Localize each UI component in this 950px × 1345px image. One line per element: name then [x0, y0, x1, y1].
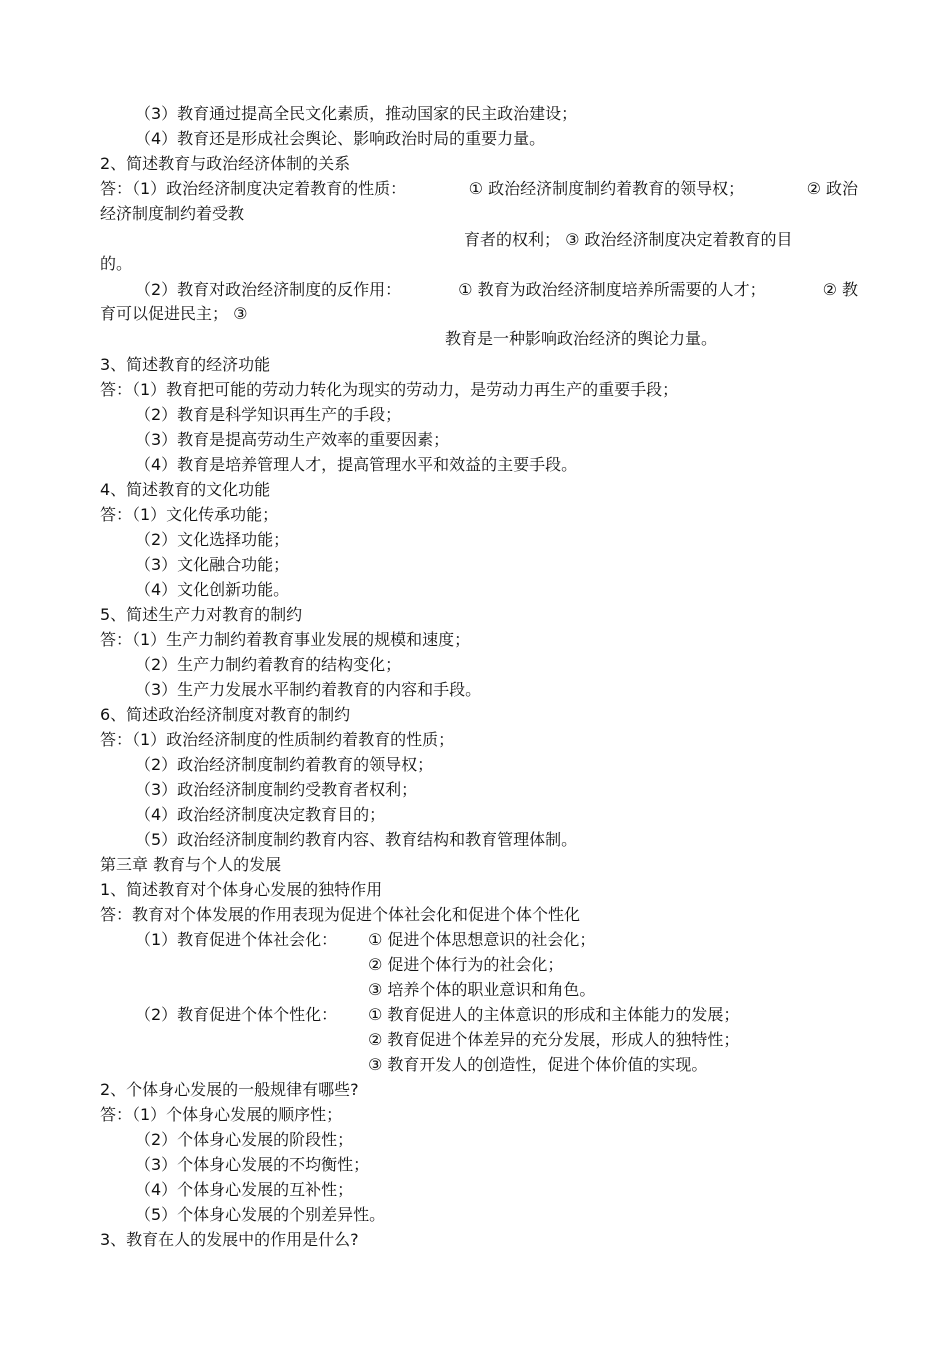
answer-segment: ② 教 — [822, 280, 858, 299]
question-title: 3、教育在人的发展中的作用是什么? — [100, 1230, 359, 1249]
question-title: 5、简述生产力对教育的制约 — [100, 605, 303, 624]
answer-line: （3）政治经济制度制约受教育者权利； — [135, 780, 418, 799]
answer-segment: 答：（1）政治经济制度决定着教育的性质： — [100, 179, 407, 198]
answer-line: （3）个体身心发展的不均衡性； — [135, 1155, 370, 1174]
question-title: 4、简述教育的文化功能 — [100, 480, 271, 499]
answer-line: 答：教育对个体发展的作用表现为促进个体社会化和促进个体个性化 — [100, 905, 581, 924]
answer-line: （5）政治经济制度制约教育内容、教育结构和教育管理体制。 — [135, 830, 578, 849]
answer-line: （3）教育是提高劳动生产效率的重要因素； — [135, 430, 450, 449]
answer-segment: ① 政治经济制度制约着教育的领导权； — [468, 179, 745, 198]
answer-line: 经济制度制约着受教 — [100, 204, 245, 223]
answer-line: （2）生产力制约着教育的结构变化； — [135, 655, 402, 674]
subsection-label: （2）教育促进个体个性化： — [135, 1005, 338, 1024]
answer-line: ① 教育促进人的主体意识的形成和主体能力的发展； — [368, 1005, 740, 1024]
answer-segment: ① 教育为政治经济制度培养所需要的人才； — [458, 280, 766, 299]
answer-line: （4）文化创新功能。 — [135, 580, 290, 599]
answer-line: （2）政治经济制度制约着教育的领导权； — [135, 755, 434, 774]
answer-line: 的。 — [100, 254, 133, 273]
answer-line: 答：（1）生产力制约着教育事业发展的规模和速度； — [100, 630, 471, 649]
answer-line: （4）教育还是形成社会舆论、影响政治时局的重要力量。 — [135, 129, 546, 148]
answer-segment: ② 政治 — [806, 179, 858, 198]
answer-line: 育可以促进民主； ③ — [100, 304, 248, 323]
answer-line-justified — [135, 280, 858, 300]
answer-line: （3）文化融合功能； — [135, 555, 290, 574]
answer-line: （4）教育是培养管理人才，提高管理水平和效益的主要手段。 — [135, 455, 578, 474]
answer-line: 答：（1）政治经济制度的性质制约着教育的性质； — [100, 730, 455, 749]
answer-segment: （2）教育对政治经济制度的反作用： — [135, 280, 402, 299]
answer-line: 答：（1）个体身心发展的顺序性； — [100, 1105, 343, 1124]
question-title: 1、简述教育对个体身心发展的独特作用 — [100, 880, 383, 899]
answer-line: ② 促进个体行为的社会化； — [368, 955, 564, 974]
answer-line: ① 促进个体思想意识的社会化； — [368, 930, 596, 949]
answer-line: 答：（1）文化传承功能； — [100, 505, 279, 524]
answer-line: ③ 教育开发人的创造性，促进个体价值的实现。 — [368, 1055, 708, 1074]
answer-line: （2）个体身心发展的阶段性； — [135, 1130, 354, 1149]
answer-line: （5）个体身心发展的个别差异性。 — [135, 1205, 386, 1224]
answer-line: （2）文化选择功能； — [135, 530, 290, 549]
answer-line-justified — [100, 179, 858, 199]
question-title: 3、简述教育的经济功能 — [100, 355, 271, 374]
answer-line: ③ 培养个体的职业意识和角色。 — [368, 980, 596, 999]
question-title: 2、简述教育与政治经济体制的关系 — [100, 154, 351, 173]
answer-line: （3）教育通过提高全民文化素质，推动国家的民主政治建设； — [135, 104, 578, 123]
question-title: 2、个体身心发展的一般规律有哪些? — [100, 1080, 359, 1099]
subsection-label: （1）教育促进个体社会化： — [135, 930, 338, 949]
answer-line: （2）教育是科学知识再生产的手段； — [135, 405, 402, 424]
answer-line: ② 教育促进个体差异的充分发展，形成人的独特性； — [368, 1030, 740, 1049]
answer-line: 答：（1）教育把可能的劳动力转化为现实的劳动力，是劳动力再生产的重要手段； — [100, 380, 679, 399]
answer-line: 育者的权利； ③ 政治经济制度决定着教育的目 — [464, 230, 793, 249]
answer-line: 教育是一种影响政治经济的舆论力量。 — [445, 329, 718, 348]
answer-line: （3）生产力发展水平制约着教育的内容和手段。 — [135, 680, 482, 699]
answer-line: （4）个体身心发展的互补性； — [135, 1180, 354, 1199]
chapter-title: 第三章 教育与个人的发展 — [100, 855, 282, 874]
answer-line: （4）政治经济制度决定教育目的； — [135, 805, 386, 824]
question-title: 6、简述政治经济制度对教育的制约 — [100, 705, 351, 724]
